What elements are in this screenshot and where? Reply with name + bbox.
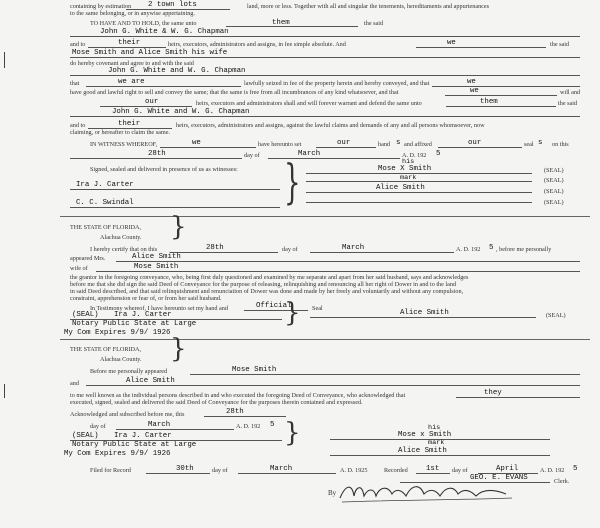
the-said-label-3: the said	[558, 100, 578, 107]
ack1-seal-left: (SEAL)	[72, 311, 99, 319]
will-and-label: will and	[560, 89, 581, 96]
witness-1: Ira J. Carter	[76, 181, 134, 189]
ack1-notary-name: Ira J. Carter	[114, 311, 172, 319]
hand-label: hand	[378, 141, 391, 148]
ack2-name-1: Mose Smith	[232, 366, 277, 374]
deed-line1b: land, more or less. Together with all and singular the tenements, hereditaments and appurtenances	[247, 3, 490, 10]
state-brace-2: }	[170, 334, 187, 364]
them-value-2: them	[480, 98, 498, 106]
witness-2: C. C. Swindal	[76, 199, 134, 207]
that-label: that	[70, 80, 80, 87]
ack2-commission: My Com Expires 9/9/ 1926	[64, 450, 171, 458]
alice-smith-signature-1: Alice Smith	[376, 184, 425, 192]
ack1-year: 5	[489, 244, 494, 252]
our-value-2: our	[337, 139, 351, 147]
ack1-para-1: the grantor in the foregoing conveyance, who, being first duly questioned and examined by me separate and apart from her said husband, says and acknowledges	[70, 274, 469, 281]
execution-month: March	[298, 150, 321, 158]
filed-day: 30th	[176, 465, 194, 473]
day-of-label: day of	[244, 152, 260, 159]
appeared-mrs: appeared Mrs.	[70, 255, 106, 262]
covenant-text: do hereby covenant and agree to and with the said	[70, 60, 194, 67]
warrant-clause: heirs, executors and administrators shall and will forever warrant and defend the same unto	[196, 100, 422, 107]
deed-line1a: containing by estimation	[70, 3, 132, 10]
ack1-husband: Mose Smith	[134, 263, 179, 271]
state-brace-1: }	[170, 212, 187, 242]
we-value-3: we	[470, 87, 479, 95]
ack2-notary-title: Notary Public State at Large	[72, 441, 197, 449]
ack2-before: Before me personally appeared	[90, 368, 168, 375]
our-value-1: our	[145, 98, 159, 106]
we-value-1: we	[447, 39, 456, 47]
state-heading-2: THE STATE OF FLORIDA,	[70, 346, 142, 353]
recorded-day-of: day of	[452, 467, 468, 474]
ack2-and: and	[70, 380, 79, 387]
recorded-ad: A. D. 192	[540, 467, 565, 474]
ack1-before: , before me personally	[496, 246, 552, 253]
filed-month: March	[270, 465, 293, 473]
we-are-value: we are	[118, 78, 145, 86]
witness-whereof: IN WITNESS WHEREOF,	[90, 141, 158, 148]
we-value-4: we	[192, 139, 201, 147]
filed-day-of: day of	[212, 467, 228, 474]
official-value: Official	[256, 302, 292, 310]
ack2-ad: A. D. 192	[236, 423, 261, 430]
and-to-label-2: and to	[70, 122, 86, 129]
certify-text: I hereby certify that on this	[90, 246, 158, 253]
hereunto-set: have hereunto set	[258, 141, 302, 148]
good-right-clause: have good and lawful right to sell and convey the same; that the same is free from all incumbrances of any kind whatsoever, and that	[70, 89, 399, 96]
ack2-seal-left: (SEAL)	[72, 432, 99, 440]
ack1-para-4: constraint, apprehension or fear of, or from her said husband.	[70, 295, 222, 302]
seal-word: Seal	[312, 305, 323, 312]
recorded-year: 5	[573, 465, 578, 473]
filed-for-record: Filed for Record	[90, 467, 131, 474]
grantors-names: Mose Smith and Alice Smith his wife	[72, 49, 228, 57]
ad-label: A. D. 192	[402, 152, 427, 159]
habendum-text: TO HAVE AND TO HOLD, the same unto	[90, 20, 197, 27]
ack2-acknowledged: Acknowledged and subscribed before me, this	[70, 411, 185, 418]
their-value-2: their	[118, 120, 141, 128]
ack1-brace: }	[284, 298, 301, 328]
execution-day: 28th	[148, 150, 166, 158]
execution-year: 5	[436, 150, 441, 158]
and-affixed: and affixed	[404, 141, 432, 148]
state-heading-1: THE STATE OF FLORIDA,	[70, 224, 142, 231]
ack2-they: they	[484, 389, 502, 397]
seal-label-4: (SEAL)	[544, 199, 564, 206]
the-said-label-2: the said	[550, 41, 570, 48]
plural-mark-2: s	[538, 139, 543, 147]
clerk-label: Clerk.	[554, 478, 570, 485]
county-heading-1: Alachua County.	[100, 234, 142, 241]
recorded-month: April	[496, 465, 519, 473]
grantees-names-2: John G. White and W. G. Chapman	[108, 67, 246, 75]
mose-smith-signature-2: Mose x Smith	[398, 431, 452, 439]
we-value-2: we	[467, 78, 476, 86]
ack2-notary-name: Ira J. Carter	[114, 432, 172, 440]
recorded-day: 1st	[426, 465, 440, 473]
alice-smith-signature-2: Alice Smith	[400, 309, 449, 317]
his-label-1: his	[402, 158, 415, 166]
ack1-day-of: day of	[282, 246, 298, 253]
ack1-name: Alice Smith	[132, 253, 181, 261]
seal-label: seal	[524, 141, 534, 148]
ack1-month: March	[342, 244, 365, 252]
on-this-label: on this	[552, 141, 569, 148]
wife-of-label: wife of	[70, 265, 88, 272]
ack1-para-2: before me that she did sign the said Deed of Conveyance for the purpose of releasing, relinquishing and renouncing all her right of Dower in and to the land	[70, 281, 457, 288]
ack2-day-of: day of	[90, 423, 106, 430]
by-label: By	[328, 489, 337, 497]
ack2-day: 28th	[226, 408, 244, 416]
mark-label-1: mark	[400, 174, 417, 182]
ack1-para-3: in said Deed described, and that said relinquishment and renunciation of Dower was done and made by her freely and voluntarily and without any compulsion,	[70, 288, 464, 295]
seal-label-3: (SEAL)	[544, 188, 564, 195]
recorded-label: Recorded	[384, 467, 408, 474]
seal-label-1: (SEAL)	[544, 167, 564, 174]
alice-smith-signature-3: Alice Smith	[398, 447, 447, 455]
claims-clause: heirs, executors, administrators and assigns, against the lawful claims and demands of any and all persons whomsoever, now	[176, 122, 485, 129]
grantee-pronoun: them	[272, 19, 290, 27]
mark-label-2: mark	[428, 439, 445, 447]
filed-ad: A. D. 1925	[340, 467, 368, 474]
ack1-seal-right: (SEAL)	[546, 312, 566, 319]
testimony-text: In Testimony whereof, I have hereunto set my hand and	[90, 305, 228, 312]
claiming-clause: claiming, or hereafter to claim the same.	[70, 129, 170, 136]
ack2-para-1: to me well known as the individual persons described in and who executed the foregoing Deed of Conveyance, who acknowledged that	[70, 392, 406, 399]
his-label-2: his	[428, 424, 441, 432]
seal-label-2: (SEAL)	[544, 177, 564, 184]
ack2-year: 5	[270, 421, 275, 429]
ack1-day: 28th	[206, 244, 224, 252]
deputy-clerk-signature	[336, 478, 536, 506]
the-said-label: the said	[364, 20, 384, 27]
grantees-names-1: John G. White & W. G. Chapman	[100, 28, 229, 36]
signed-sealed-text: Signed, sealed and delivered in presence of us as witnesses:	[90, 166, 238, 173]
seized-clause: lawfully seized in fee of the property herein and hereby conveyed, and that	[244, 80, 430, 87]
and-to-label: and to	[70, 41, 86, 48]
ack1-notary-title: Notary Public State at Large	[72, 320, 197, 328]
grantees-names-3: John G. White and W. G. Chapman	[112, 108, 250, 116]
ack2-brace: }	[284, 418, 301, 448]
witness-brace: }	[284, 156, 301, 211]
county-heading-2: Alachua County.	[100, 356, 142, 363]
plural-mark-1: s	[396, 139, 401, 147]
ack1-commission: My Com Expires 9/9/ 1926	[64, 329, 171, 337]
mose-smith-signature-1: Mose X Smith	[378, 165, 432, 173]
deed-line2: to the same belonging, or in anywise appertaining.	[70, 10, 195, 17]
ack2-name-2: Alice Smith	[126, 377, 175, 385]
their-value-1: their	[118, 39, 141, 47]
ack2-para-2: executed, signed, sealed and delivered the said Deed of Conveyance for the purposes therein contained and expressed.	[70, 399, 363, 406]
ack1-ad: A. D. 192	[456, 246, 481, 253]
ack2-month: March	[148, 421, 171, 429]
clerk-name: GEO. E. EVANS	[470, 474, 528, 482]
lots-value: 2 town lots	[148, 1, 197, 9]
heirs-clause-1: heirs, executors, administrators and assigns, in fee simple absolute. And	[168, 41, 346, 48]
our-value-3: our	[468, 139, 482, 147]
